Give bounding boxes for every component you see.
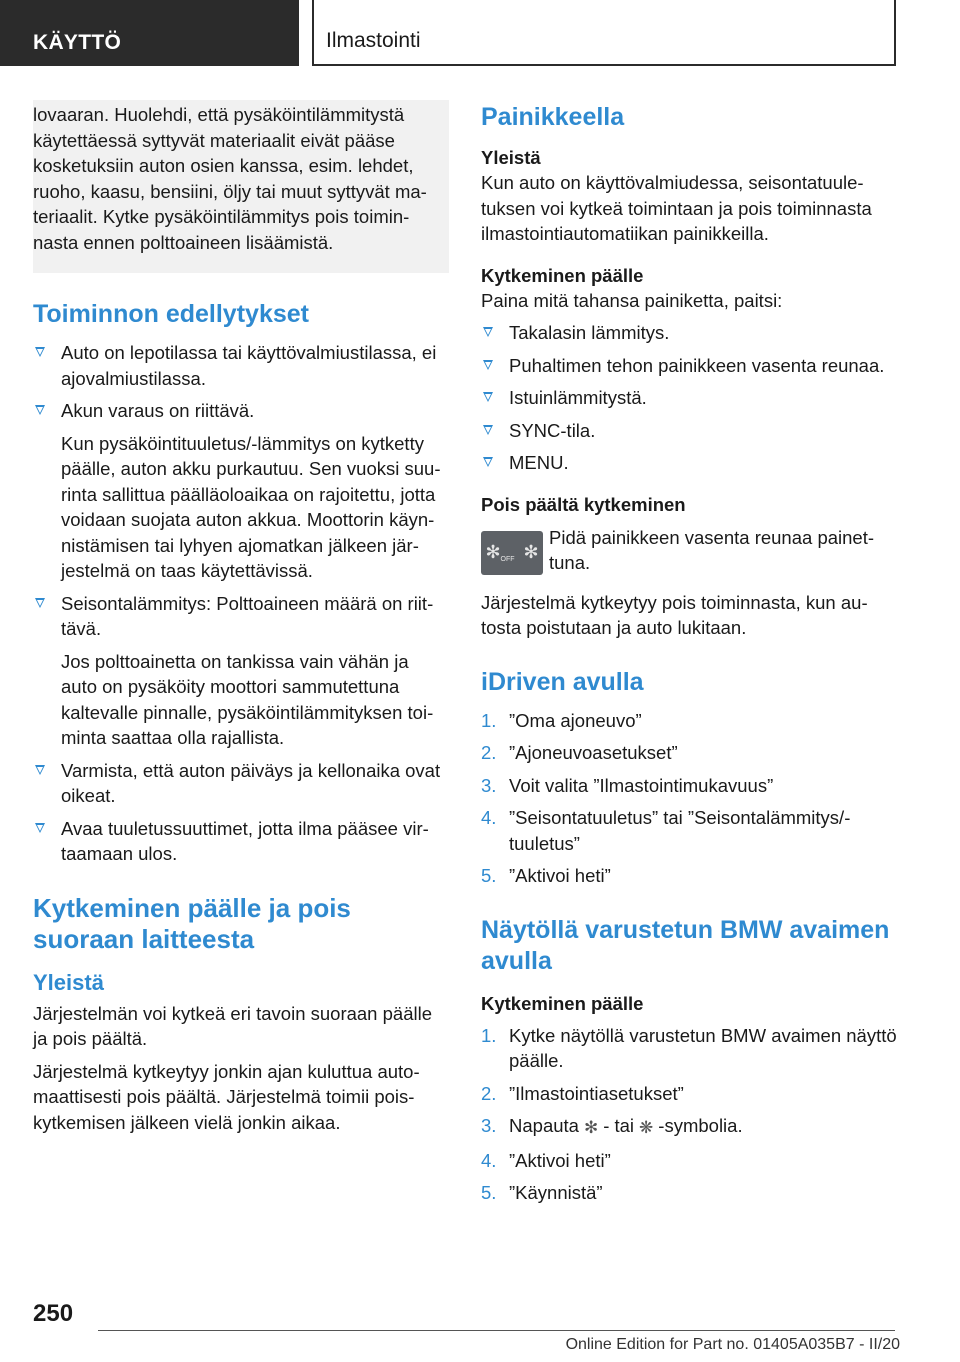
general-paragraph-1: Järjestelmän voi kytkeä eri tavoin suoraan päälle ja pois päältä. xyxy=(33,1002,432,1049)
triangle-bullet-icon xyxy=(35,405,45,415)
list-item: SYNC-tila. xyxy=(481,418,901,444)
heading-switch-off: Pois päältä kytkeminen xyxy=(481,493,686,515)
list-item: Seisontalämmitys: Polttoaineen määrä on riittävä. Jos polttoainetta on tankissa vain vähän ja auto on pysäköity moottori sammutettuna kaltevalle pinnalle, pysäköintilämmityksen toiminta saattaa olla rajallista. xyxy=(33,591,449,751)
fan-icon: ✻ xyxy=(583,1118,599,1137)
heading-idrive: iDriven avulla xyxy=(481,667,644,696)
fan-off-button-icon: ✻OFF ✻ xyxy=(481,531,543,575)
right-column xyxy=(481,100,901,1206)
triangle-bullet-icon xyxy=(483,360,493,370)
list-item: Istuinlämmitystä. xyxy=(481,385,901,411)
list-item: 5. ”Käynnistä” xyxy=(481,1182,603,1203)
section-header: KÄYTTÖ xyxy=(0,0,299,66)
general-paragraph-2: Järjestelmä kytkeytyy jonkin ajan kuluttua automaattisesti pois päältä. Järjestelmä toimii poiskytkemisen jälkeen vielä jonkin aikaa. xyxy=(33,1060,420,1133)
key-steps xyxy=(481,1023,901,1206)
heading-with-button: Painikkeella xyxy=(481,103,625,131)
heading-key-switch-on: Kytkeminen päälle xyxy=(481,992,644,1014)
triangle-bullet-icon xyxy=(35,823,45,833)
list-item: Takalasin lämmitys. xyxy=(481,320,901,346)
warning-text: lovaaran. Huolehdi, että pysäköintilämmitystä käytettäessä syttyvät materiaalit eivät pääse kosketuksiin auton osien kanssa, esim. lehdet, ruoho, kaasu, bensiini, öljy tai muut syttyvät materiaalit. Kytke pysäköintilämmitys pois toiminnasta ennen polttoaineen lisäämistä. xyxy=(33,104,427,253)
heading-bmw-key: Näytöllä varustetun BMW avaimen avulla xyxy=(481,915,890,975)
heading-prerequisites: Toiminnon edellytykset xyxy=(33,300,309,328)
footer-divider xyxy=(98,1330,895,1331)
list-item: 3. Napauta ✻ - tai ❋ -symbolia. xyxy=(481,1113,901,1141)
triangle-bullet-icon xyxy=(483,425,493,435)
list-item: Akun varaus on riittävä. Kun pysäköintituuletus/-lämmitys on kytketty päälle, auton akku purkautuu. Sen vuoksi suurinta sallittua päälläoloaikaa on rajoitettu, jotta voidaan suojata auton akkua. Moottorin käynnistämisen tai lyhyen ajomatkan jälkeen järjestelmä on taas käytettävissä. xyxy=(33,398,449,584)
exception-list xyxy=(481,320,901,476)
prerequisite-list xyxy=(33,340,449,867)
list-item: MENU. xyxy=(481,450,901,476)
general-paragraph: Kun auto on käyttövalmiudessa, seisontatuuletuksen voi kytkeä toimintaan ja pois toiminnasta ilmastointiautomatiikan painikkeilla. xyxy=(481,172,872,244)
triangle-bullet-icon xyxy=(483,457,493,467)
triangle-bullet-icon xyxy=(483,327,493,337)
list-item: Auto on lepotilassa tai käyttövalmiustilassa, ei ajovalmiustilassa. xyxy=(33,340,449,391)
list-item: 3. Voit valita ”Ilmastointimukavuus” xyxy=(481,774,774,796)
chapter-header: Ilmastointi xyxy=(312,0,896,66)
fan-heat-icon: ❋ xyxy=(639,1118,654,1137)
triangle-bullet-icon xyxy=(35,765,45,775)
switch-on-paragraph: Paina mitä tahansa painiketta, paitsi: xyxy=(481,289,783,311)
list-item: 2. ”Ajoneuvoasetukset” xyxy=(481,742,678,763)
edition-footer: Online Edition for Part no. 01405A035B7 - II/20 xyxy=(565,1336,900,1353)
idrive-steps xyxy=(481,708,901,889)
heading-general-left: Yleistä xyxy=(33,969,104,995)
heading-direct-control: Kytkeminen päälle ja pois suoraan laitteesta xyxy=(33,892,351,954)
switch-off-row xyxy=(481,525,901,576)
switch-off-paragraph: Pidä painikkeen vasenta reunaa painettuna. xyxy=(549,526,875,573)
left-column xyxy=(33,100,449,1135)
list-item: 1. ”Oma ajoneuvo” xyxy=(481,709,642,731)
page-number: 250 xyxy=(33,1300,74,1327)
heading-switch-on: Kytkeminen päälle xyxy=(481,264,644,286)
list-item: Puhaltimen tehon painikkeen vasenta reunaa. xyxy=(481,353,901,379)
list-item: 1. Kytke näytöllä varustetun BMW avaimen näyttö päälle. xyxy=(481,1024,897,1071)
triangle-bullet-icon xyxy=(483,392,493,402)
list-item: 4. ”Aktivoi heti” xyxy=(481,1149,611,1171)
warning-box xyxy=(33,100,449,273)
list-item: 4. ”Seisontatuuletus” tai ”Seisontalämmitys/tuuletus” xyxy=(481,807,851,854)
list-item: 2. ”Ilmastointiasetukset” xyxy=(481,1082,684,1104)
list-item: Avaa tuuletussuuttimet, jotta ilma pääsee virtaamaan ulos. xyxy=(33,816,449,867)
list-item: Varmista, että auton päiväys ja kellonaika ovat oikeat. xyxy=(33,758,449,809)
switch-off-paragraph-2: Järjestelmä kytkeytyy pois toiminnasta, kun autosta poistutaan ja auto lukitaan. xyxy=(481,591,868,638)
triangle-bullet-icon xyxy=(35,598,45,608)
heading-general-right: Yleistä xyxy=(481,147,541,168)
triangle-bullet-icon xyxy=(35,347,45,357)
list-item: 5. ”Aktivoi heti” xyxy=(481,865,611,886)
